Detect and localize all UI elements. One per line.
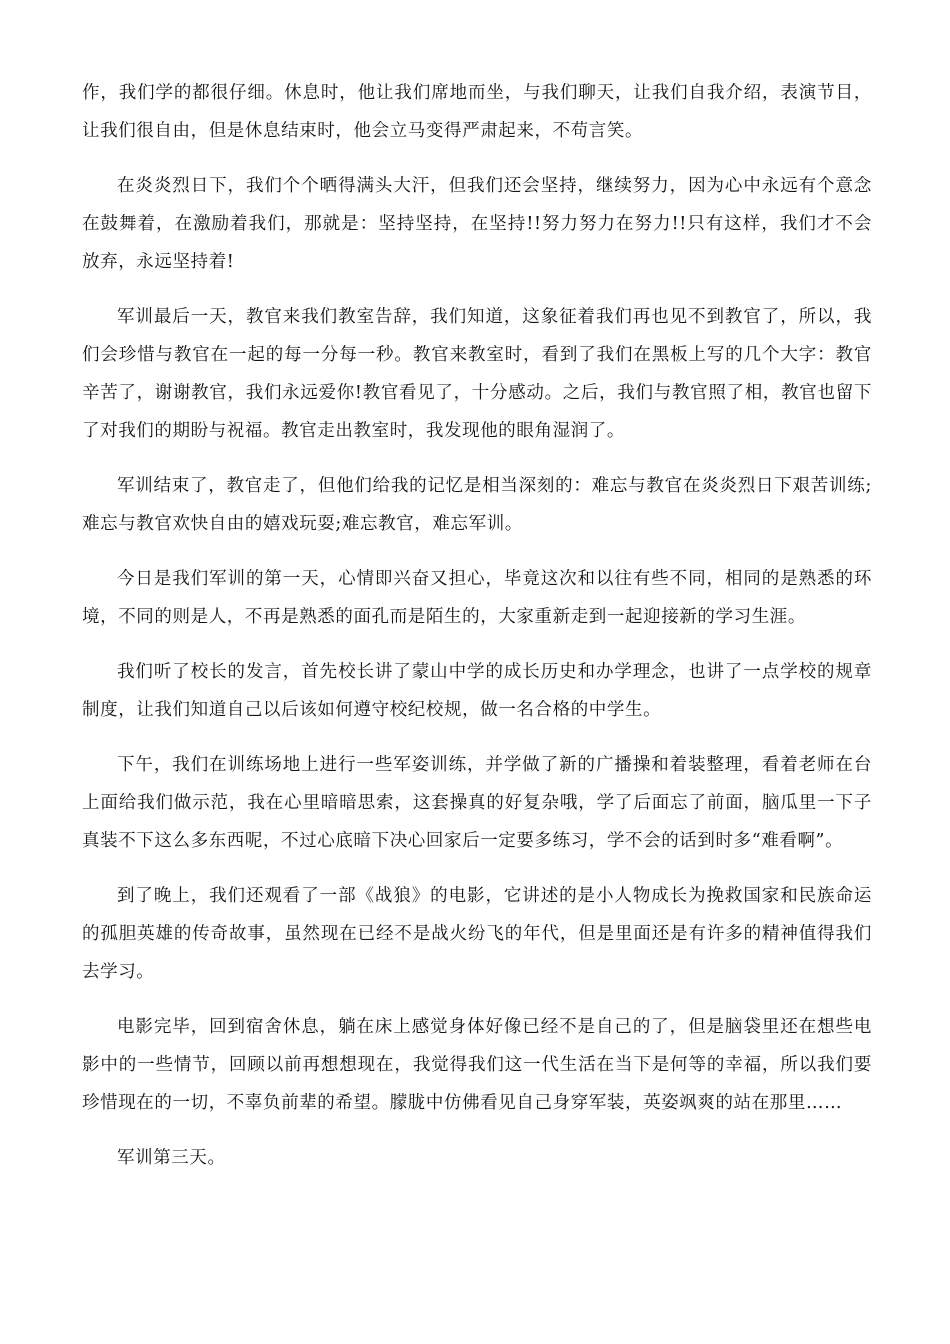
paragraph-2: 在炎炎烈日下，我们个个晒得满头大汗，但我们还会坚持，继续努力，因为心中永远有个意念在鼓舞着，在激励着我们，那就是：坚持坚持，在坚持!!努力努力在努力!!只有这样，我们才不会放弃，永远坚持着! [82, 176, 872, 272]
paragraph-8: 到了晚上，我们还观看了一部《战狼》的电影，它讲述的是小人物成长为挽救国家和民族命运的孤胆英雄的传奇故事，虽然现在已经不是战火纷飞的年代，但是里面还是有许多的精神值得我们去学习。 [82, 886, 872, 982]
paragraph-9: 电影完毕，回到宿舍休息，躺在床上感觉身体好像已经不是自己的了，但是脑袋里还在想些电影中的一些情节，回顾以前再想想现在，我觉得我们这一代生活在当下是何等的幸福，所以我们要珍惜现在的一切，不辜负前辈的希望。朦胧中仿佛看见自己身穿军装，英姿飒爽的站在那里…… [82, 1017, 872, 1113]
paragraph-10: 军训第三天。 [117, 1148, 226, 1168]
paragraph-7: 下午，我们在训练场地上进行一些军姿训练，并学做了新的广播操和着装整理，看着老师在台上面给我们做示范，我在心里暗暗思索，这套操真的好复杂哦，学了后面忘了前面，脑瓜里一下子真装不下这么多东西呢，不过心底暗下决心回家后一定要多练习，学不会的话到时多“难看啊”。 [82, 755, 872, 851]
paragraph-6: 我们听了校长的发言，首先校长讲了蒙山中学的成长历史和办学理念，也讲了一点学校的规章制度，让我们知道自己以后该如何遵守校纪校规，做一名合格的中学生。 [82, 662, 872, 720]
document-body [82, 74, 872, 1177]
paragraph-1: 作，我们学的都很仔细。休息时，他让我们席地而坐，与我们聊天，让我们自我介绍，表演节目，让我们很自由，但是休息结束时，他会立马变得严肃起来，不苟言笑。 [82, 83, 872, 141]
paragraph-4: 军训结束了，教官走了，但他们给我的记忆是相当深刻的：难忘与教官在炎炎烈日下艰苦训练;难忘与教官欢快自由的嬉戏玩耍;难忘教官，难忘军训。 [82, 476, 872, 534]
paragraph-3: 军训最后一天，教官来我们教室告辞，我们知道，这象征着我们再也见不到教官了，所以，我们会珍惜与教官在一起的每一分每一秒。教官来教室时，看到了我们在黑板上写的几个大字：教官辛苦了，谢谢教官，我们永远爱你!教官看见了，十分感动。之后，我们与教官照了相，教官也留下了对我们的期盼与祝福。教官走出教室时，我发现他的眼角湿润了。 [82, 307, 872, 441]
paragraph-5: 今日是我们军训的第一天，心情即兴奋又担心，毕竟这次和以往有些不同，相同的是熟悉的环境，不同的则是人，不再是熟悉的面孔而是陌生的，大家重新走到一起迎接新的学习生涯。 [82, 569, 872, 627]
